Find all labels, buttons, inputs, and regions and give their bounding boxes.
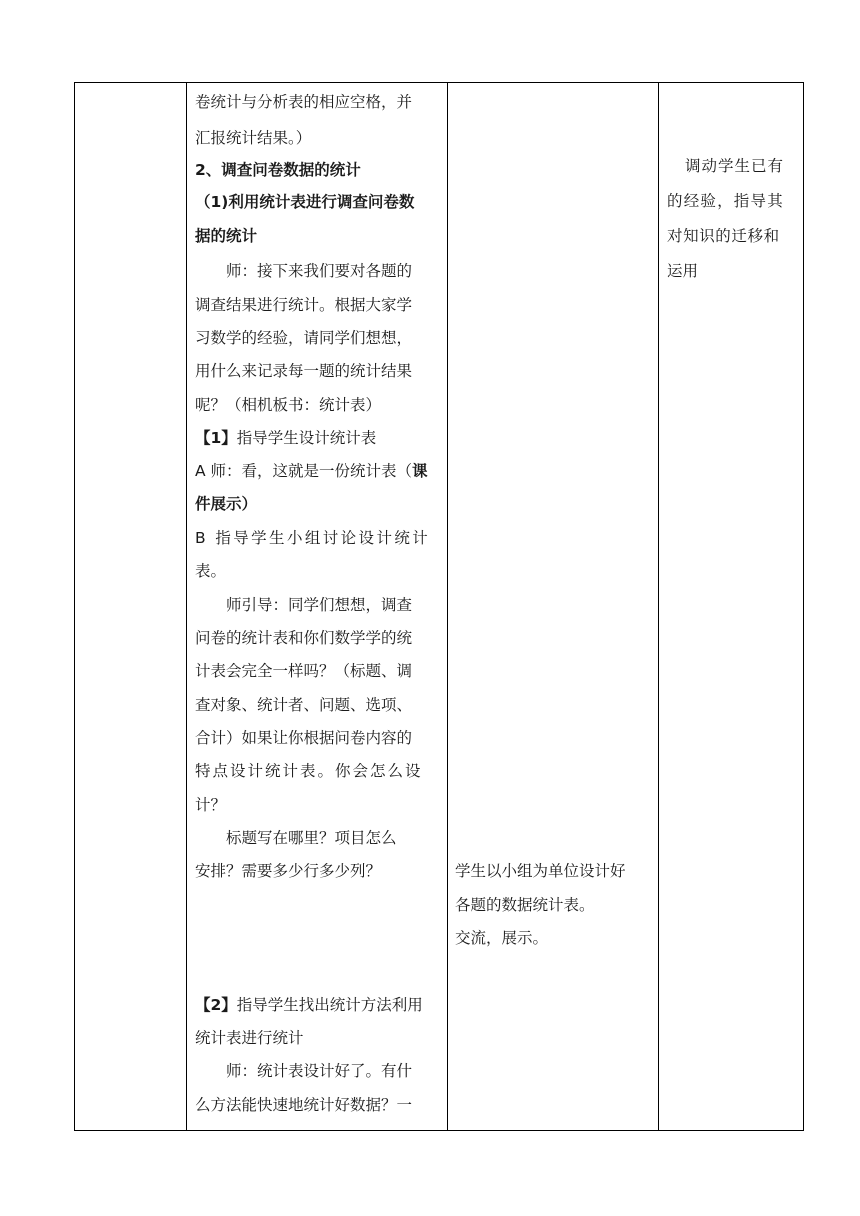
- text-line: 习数学的经验，请同学们想想，: [195, 329, 413, 347]
- text-line: 调查结果进行统计。根据大家学: [195, 296, 413, 314]
- design-intent-column: [659, 83, 804, 1131]
- text-line: [195, 461, 439, 481]
- text-line: 呢？（相机板书：统计表）: [195, 396, 382, 414]
- text-line: 汇报统计结果。）: [195, 129, 312, 147]
- step-heading-2: [195, 995, 439, 1015]
- text-line: 表。: [195, 562, 227, 580]
- text-line: 特点设计统计表。你会怎么设: [195, 762, 423, 780]
- text-line: 运用: [667, 262, 699, 280]
- text-line: 查对象、统计者、问题、选项、: [195, 696, 413, 714]
- text-line: 师引导：同学们想想，调查: [226, 596, 413, 614]
- step-bracket: 【1】: [195, 429, 237, 447]
- text-line: 交流，展示。: [455, 929, 549, 947]
- text-line: 么方法能快速地统计好数据？一: [195, 1096, 413, 1114]
- text-line: 统计表进行统计: [195, 1029, 304, 1047]
- text-line: 计表会完全一样吗？（标题、调: [195, 662, 413, 680]
- table-row: [75, 83, 804, 1131]
- step-text: 指导学生设计统计表: [236, 429, 377, 447]
- text-line: 学生以小组为单位设计好: [455, 862, 626, 880]
- text-span: A 师：看，这就是一份统计表（: [195, 462, 413, 480]
- subsection-heading-cont: 据的统计: [195, 227, 258, 245]
- text-line: 各题的数据统计表。: [455, 896, 595, 914]
- step-heading-1: [195, 428, 439, 448]
- student-activity-column: [448, 83, 659, 1131]
- lesson-plan-table: [74, 82, 804, 1131]
- text-line: 问卷的统计表和你们数学学的统: [195, 629, 413, 647]
- text-line: 计？: [195, 796, 227, 814]
- text-line: 用什么来记录每一题的统计结果: [195, 362, 413, 380]
- step-bracket: 【2】: [195, 996, 237, 1014]
- subsection-heading: （1)利用统计表进行调查问卷数: [195, 193, 415, 211]
- text-line: 师：接下来我们要对各题的: [226, 262, 413, 280]
- text-line: 的经验，指导其: [667, 192, 784, 210]
- text-line: 对知识的迁移和: [667, 227, 780, 245]
- text-line: 标题写在哪里？项目怎么: [226, 829, 397, 847]
- text-line: 卷统计与分析表的相应空格，并: [195, 93, 413, 111]
- teacher-activity-column: [187, 83, 448, 1131]
- text-line: 调动学生已有: [685, 157, 785, 175]
- text-line: 安排？需要多少行多少列？: [195, 862, 382, 880]
- text-line: B 指导学生小组讨论设计统计: [195, 529, 431, 547]
- text-line: 师：统计表设计好了。有什: [226, 1062, 413, 1080]
- section-heading: 2、调查问卷数据的统计: [195, 161, 361, 179]
- stage-column: [75, 83, 187, 1131]
- text-line: 合计）如果让你根据问卷内容的: [195, 729, 413, 747]
- bold-span: 课: [412, 462, 428, 480]
- text-line: 件展示）: [195, 495, 258, 513]
- step-text: 指导学生找出统计方法利用: [236, 996, 423, 1014]
